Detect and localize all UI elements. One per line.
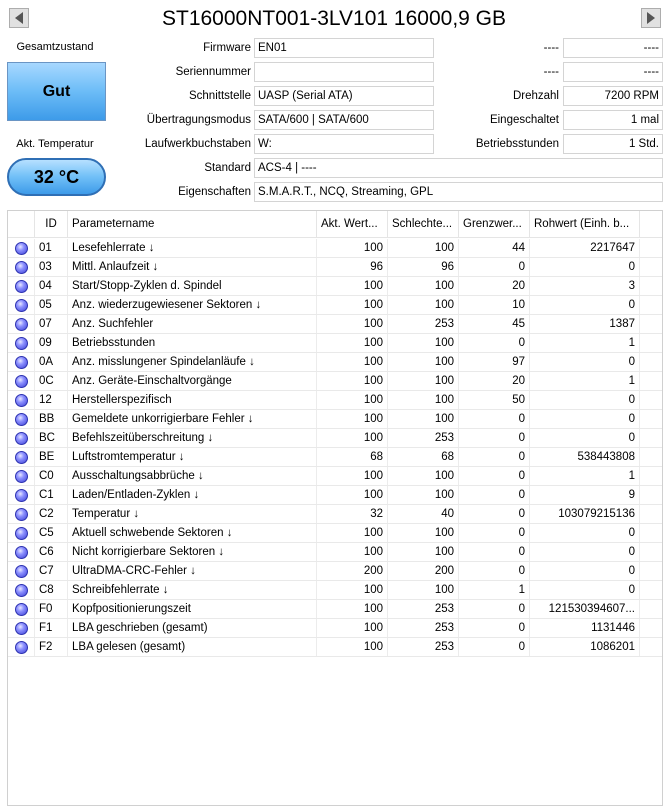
status-cell [8, 296, 35, 314]
status-dot-icon [15, 356, 28, 369]
threshold-cell: 0 [459, 619, 530, 637]
next-drive-button[interactable] [641, 8, 661, 28]
status-cell [8, 372, 35, 390]
current-value-cell: 100 [317, 429, 388, 447]
parameter-cell: LBA geschrieben (gesamt) [68, 619, 317, 637]
id-cell: 09 [35, 334, 68, 352]
worst-value-cell: 100 [388, 543, 459, 561]
status-dot-icon [15, 337, 28, 350]
table-row[interactable] [8, 315, 663, 334]
status-dot-icon [15, 641, 28, 654]
raw-value-cell: 0 [530, 258, 640, 276]
status-dot-icon [15, 584, 28, 597]
interface-label: Schnittstelle [188, 90, 251, 102]
health-label: Gesamtzustand [16, 41, 94, 53]
id-cell: BE [35, 448, 68, 466]
status-dot-icon [15, 394, 28, 407]
parameter-cell: Gemeldete unkorrigierbare Fehler ↓ [68, 410, 317, 428]
worst-value-cell: 100 [388, 467, 459, 485]
threshold-cell: 0 [459, 505, 530, 523]
parameter-cell: UltraDMA-CRC-Fehler ↓ [68, 562, 317, 580]
power-on-count-label: Eingeschaltet [489, 114, 559, 126]
worst-value-cell: 100 [388, 296, 459, 314]
rpm-label: Drehzahl [512, 90, 559, 102]
table-row[interactable] [8, 239, 663, 258]
worst-value-cell: 68 [388, 448, 459, 466]
worst-value-cell: 253 [388, 638, 459, 656]
table-row[interactable] [8, 448, 663, 467]
current-value-cell: 100 [317, 619, 388, 637]
transfer-mode-field: SATA/600 | SATA/600 [254, 110, 434, 130]
table-row[interactable] [8, 619, 663, 638]
worst-value-cell: 100 [388, 524, 459, 542]
column-header-id[interactable]: ID [35, 211, 68, 238]
parameter-cell: Anz. Geräte-Einschaltvorgänge [68, 372, 317, 390]
status-cell [8, 391, 35, 409]
table-row[interactable] [8, 505, 663, 524]
raw-value-cell: 2217647 [530, 239, 640, 257]
threshold-cell: 0 [459, 524, 530, 542]
threshold-cell: 97 [459, 353, 530, 371]
parameter-cell: Kopfpositionierungszeit [68, 600, 317, 618]
raw-value-cell: 0 [530, 581, 640, 599]
worst-value-cell: 100 [388, 410, 459, 428]
column-header-parameter[interactable]: Parametername [68, 211, 317, 238]
worst-value-cell: 100 [388, 334, 459, 352]
current-value-cell: 100 [317, 353, 388, 371]
current-value-cell: 100 [317, 581, 388, 599]
worst-value-cell: 253 [388, 429, 459, 447]
raw-value-cell: 0 [530, 562, 640, 580]
table-row[interactable] [8, 543, 663, 562]
raw-value-cell: 0 [530, 353, 640, 371]
table-row[interactable] [8, 258, 663, 277]
status-dot-icon [15, 318, 28, 331]
threshold-cell: 0 [459, 410, 530, 428]
unknown-field-2: ---- [563, 62, 663, 82]
column-header-status[interactable] [8, 211, 35, 238]
current-value-cell: 100 [317, 391, 388, 409]
id-cell: C6 [35, 543, 68, 561]
threshold-cell: 0 [459, 258, 530, 276]
table-row[interactable] [8, 562, 663, 581]
current-value-cell: 100 [317, 543, 388, 561]
arrow-right-icon [646, 12, 656, 24]
status-cell [8, 486, 35, 504]
worst-value-cell: 100 [388, 239, 459, 257]
raw-value-cell: 1387 [530, 315, 640, 333]
id-cell: 03 [35, 258, 68, 276]
current-value-cell: 100 [317, 467, 388, 485]
id-cell: C2 [35, 505, 68, 523]
parameter-cell: Befehlszeitüberschreitung ↓ [68, 429, 317, 447]
smart-attributes-table[interactable] [7, 210, 663, 806]
parameter-cell: Temperatur ↓ [68, 505, 317, 523]
raw-value-cell: 0 [530, 524, 640, 542]
status-dot-icon [15, 489, 28, 502]
parameter-cell: Aktuell schwebende Sektoren ↓ [68, 524, 317, 542]
drive-letters-field: W: [254, 134, 434, 154]
status-cell [8, 353, 35, 371]
current-value-cell: 100 [317, 277, 388, 295]
status-dot-icon [15, 451, 28, 464]
threshold-cell: 0 [459, 600, 530, 618]
table-header [8, 211, 663, 238]
id-cell: C7 [35, 562, 68, 580]
parameter-cell: Anz. Suchfehler [68, 315, 317, 333]
interface-field: UASP (Serial ATA) [254, 86, 434, 106]
power-on-hours-label: Betriebsstunden [475, 138, 559, 150]
status-dot-icon [15, 413, 28, 426]
table-row[interactable] [8, 581, 663, 600]
parameter-cell: Schreibfehlerrate ↓ [68, 581, 317, 599]
threshold-cell: 0 [459, 486, 530, 504]
status-dot-icon [15, 470, 28, 483]
status-dot-icon [15, 603, 28, 616]
parameter-cell: Anz. wiederzugewiesener Sektoren ↓ [68, 296, 317, 314]
current-value-cell: 100 [317, 524, 388, 542]
worst-value-cell: 100 [388, 486, 459, 504]
table-row[interactable] [8, 524, 663, 543]
serial-label: Seriennummer [175, 66, 251, 78]
id-cell: 01 [35, 239, 68, 257]
table-row[interactable] [8, 372, 663, 391]
table-row[interactable] [8, 334, 663, 353]
raw-value-cell: 0 [530, 543, 640, 561]
table-row[interactable] [8, 486, 663, 505]
status-cell [8, 467, 35, 485]
id-cell: C5 [35, 524, 68, 542]
threshold-cell: 20 [459, 277, 530, 295]
status-cell [8, 524, 35, 542]
parameter-cell: Luftstromtemperatur ↓ [68, 448, 317, 466]
id-cell: BC [35, 429, 68, 447]
status-cell [8, 448, 35, 466]
threshold-cell: 0 [459, 543, 530, 561]
status-cell [8, 277, 35, 295]
status-cell [8, 638, 35, 656]
column-header-threshold[interactable]: Grenzwer... [459, 211, 530, 238]
current-value-cell: 100 [317, 638, 388, 656]
threshold-cell: 1 [459, 581, 530, 599]
parameter-cell: Betriebsstunden [68, 334, 317, 352]
status-cell [8, 239, 35, 257]
raw-value-cell: 1086201 [530, 638, 640, 656]
status-dot-icon [15, 375, 28, 388]
status-cell [8, 315, 35, 333]
id-cell: BB [35, 410, 68, 428]
status-dot-icon [15, 546, 28, 559]
firmware-field: EN01 [254, 38, 434, 58]
worst-value-cell: 100 [388, 391, 459, 409]
current-value-cell: 100 [317, 315, 388, 333]
health-status-button[interactable]: Gut [7, 62, 106, 121]
table-row[interactable] [8, 467, 663, 486]
temperature-button[interactable]: 32 °C [7, 158, 106, 196]
firmware-label: Firmware [203, 42, 251, 54]
threshold-cell: 20 [459, 372, 530, 390]
threshold-cell: 0 [459, 638, 530, 656]
rpm-field: 7200 RPM [563, 86, 663, 106]
status-dot-icon [15, 280, 28, 293]
status-cell [8, 543, 35, 561]
status-cell [8, 410, 35, 428]
status-cell [8, 581, 35, 599]
power-on-count-field: 1 mal [563, 110, 663, 130]
current-value-cell: 96 [317, 258, 388, 276]
worst-value-cell: 96 [388, 258, 459, 276]
parameter-cell: LBA gelesen (gesamt) [68, 638, 317, 656]
unknown-label-1: ---- [543, 42, 559, 54]
id-cell: C1 [35, 486, 68, 504]
id-cell: 05 [35, 296, 68, 314]
table-row[interactable] [8, 410, 663, 429]
raw-value-cell: 9 [530, 486, 640, 504]
status-cell [8, 258, 35, 276]
table-row[interactable] [8, 277, 663, 296]
worst-value-cell: 253 [388, 619, 459, 637]
table-body [8, 239, 663, 657]
table-row[interactable] [8, 296, 663, 315]
raw-value-cell: 0 [530, 391, 640, 409]
serial-field [254, 62, 434, 82]
status-cell [8, 600, 35, 618]
column-header-current[interactable]: Akt. Wert... [317, 211, 388, 238]
table-row[interactable] [8, 638, 663, 657]
drive-letters-label: Laufwerkbuchstaben [144, 138, 251, 150]
raw-value-cell: 1 [530, 372, 640, 390]
id-cell: 0C [35, 372, 68, 390]
status-cell [8, 619, 35, 637]
current-value-cell: 100 [317, 600, 388, 618]
parameter-cell: Nicht korrigierbare Sektoren ↓ [68, 543, 317, 561]
parameter-cell: Anz. misslungener Spindelanläufe ↓ [68, 353, 317, 371]
raw-value-cell: 0 [530, 410, 640, 428]
worst-value-cell: 100 [388, 277, 459, 295]
power-on-hours-field: 1 Std. [563, 134, 663, 154]
raw-value-cell: 1 [530, 334, 640, 352]
parameter-cell: Ausschaltungsabbrüche ↓ [68, 467, 317, 485]
status-cell [8, 562, 35, 580]
parameter-cell: Mittl. Anlaufzeit ↓ [68, 258, 317, 276]
threshold-cell: 50 [459, 391, 530, 409]
standard-label: Standard [204, 162, 251, 174]
worst-value-cell: 100 [388, 581, 459, 599]
raw-value-cell: 121530394607... [530, 600, 640, 618]
column-header-raw[interactable]: Rohwert (Einh. b... [530, 211, 640, 238]
raw-value-cell: 3 [530, 277, 640, 295]
table-row[interactable] [8, 353, 663, 372]
worst-value-cell: 253 [388, 600, 459, 618]
features-label: Eigenschaften [178, 186, 251, 198]
raw-value-cell: 1 [530, 467, 640, 485]
column-header-worst[interactable]: Schlechte... [388, 211, 459, 238]
raw-value-cell: 103079215136 [530, 505, 640, 523]
worst-value-cell: 40 [388, 505, 459, 523]
status-dot-icon [15, 432, 28, 445]
features-field: S.M.A.R.T., NCQ, Streaming, GPL [254, 182, 663, 202]
transfer-mode-label: Übertragungsmodus [146, 114, 251, 126]
id-cell: 0A [35, 353, 68, 371]
raw-value-cell: 1131446 [530, 619, 640, 637]
status-dot-icon [15, 299, 28, 312]
parameter-cell: Lesefehlerrate ↓ [68, 239, 317, 257]
unknown-field-1: ---- [563, 38, 663, 58]
parameter-cell: Herstellerspezifisch [68, 391, 317, 409]
worst-value-cell: 100 [388, 372, 459, 390]
current-value-cell: 100 [317, 296, 388, 314]
id-cell: F2 [35, 638, 68, 656]
current-value-cell: 200 [317, 562, 388, 580]
table-row[interactable] [8, 391, 663, 410]
id-cell: F1 [35, 619, 68, 637]
id-cell: 12 [35, 391, 68, 409]
temperature-label: Akt. Temperatur [16, 138, 94, 150]
threshold-cell: 0 [459, 334, 530, 352]
threshold-cell: 45 [459, 315, 530, 333]
status-dot-icon [15, 527, 28, 540]
worst-value-cell: 100 [388, 353, 459, 371]
unknown-label-2: ---- [543, 66, 559, 78]
threshold-cell: 0 [459, 562, 530, 580]
threshold-cell: 0 [459, 448, 530, 466]
threshold-cell: 44 [459, 239, 530, 257]
threshold-cell: 10 [459, 296, 530, 314]
current-value-cell: 100 [317, 372, 388, 390]
status-dot-icon [15, 565, 28, 578]
threshold-cell: 0 [459, 429, 530, 447]
raw-value-cell: 0 [530, 296, 640, 314]
status-dot-icon [15, 242, 28, 255]
status-dot-icon [15, 508, 28, 521]
status-cell [8, 505, 35, 523]
current-value-cell: 100 [317, 486, 388, 504]
status-dot-icon [15, 622, 28, 635]
parameter-cell: Laden/Entladen-Zyklen ↓ [68, 486, 317, 504]
arrow-left-icon [14, 12, 24, 24]
status-cell [8, 429, 35, 447]
status-cell [8, 334, 35, 352]
raw-value-cell: 538443808 [530, 448, 640, 466]
table-row[interactable] [8, 429, 663, 448]
parameter-cell: Start/Stopp-Zyklen d. Spindel [68, 277, 317, 295]
worst-value-cell: 200 [388, 562, 459, 580]
id-cell: F0 [35, 600, 68, 618]
current-value-cell: 100 [317, 239, 388, 257]
current-value-cell: 100 [317, 410, 388, 428]
threshold-cell: 0 [459, 467, 530, 485]
table-row[interactable] [8, 600, 663, 619]
id-cell: C8 [35, 581, 68, 599]
current-value-cell: 68 [317, 448, 388, 466]
raw-value-cell: 0 [530, 429, 640, 447]
id-cell: 04 [35, 277, 68, 295]
previous-drive-button[interactable] [9, 8, 29, 28]
id-cell: 07 [35, 315, 68, 333]
drive-title: ST16000NT001-3LV101 16000,9 GB [161, 7, 507, 30]
id-cell: C0 [35, 467, 68, 485]
current-value-cell: 100 [317, 334, 388, 352]
standard-field: ACS-4 | ---- [254, 158, 663, 178]
current-value-cell: 32 [317, 505, 388, 523]
status-dot-icon [15, 261, 28, 274]
worst-value-cell: 253 [388, 315, 459, 333]
